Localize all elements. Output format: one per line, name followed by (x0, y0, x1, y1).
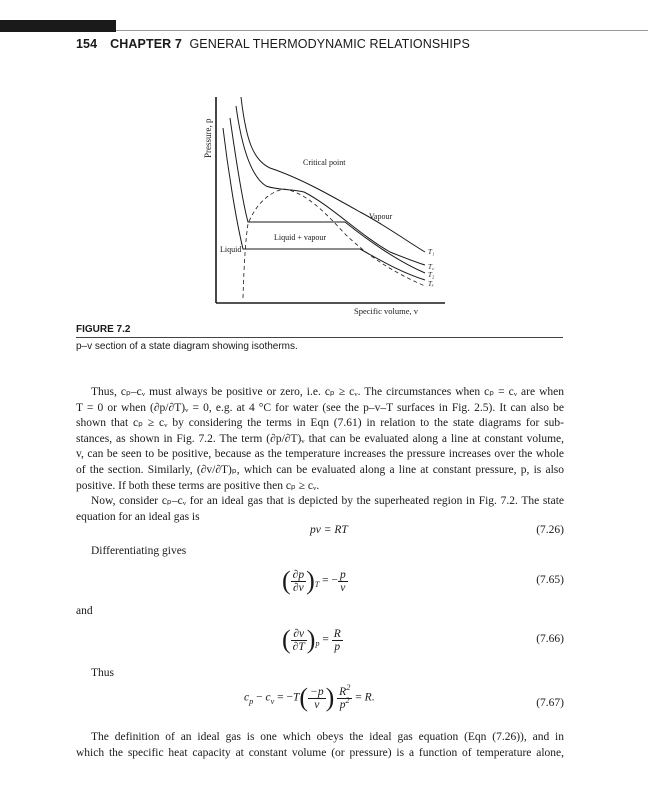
isotherm-label-t2: T₂ (428, 271, 435, 279)
figure-label: FIGURE 7.2 (76, 324, 131, 335)
equation-7-65 (76, 566, 564, 606)
isotherm-label-t1: T₁ (428, 248, 435, 256)
eq-765-body: ( $\frac{\partial p}{\partial v}$ )$_T$ = − $\frac{p}{v}$ (282, 566, 346, 595)
paragraph-2 (76, 494, 564, 525)
isotherm-label-tc: T꜀ (428, 263, 435, 271)
eq-766-body: ( $\frac{\partial v}{\partial T}$ )$_p$ = $\frac{R}{p}$ (282, 625, 341, 654)
para1-line-7: positive. If both these terms are positive then cₚ ≥ cᵥ. (76, 479, 320, 492)
liquid-label: Liquid (220, 245, 242, 254)
pv-diagram (0, 0, 648, 330)
isotherm-tc (236, 106, 425, 265)
eq-767-number: (7.67) (536, 697, 564, 709)
liquid-vapour-label: Liquid + vapour (274, 233, 327, 242)
isotherm-t2 (230, 118, 425, 273)
figure-rule (76, 337, 563, 338)
chapter-number: CHAPTER 7 (110, 37, 182, 51)
para2-line-2: equation for an ideal gas is (76, 510, 200, 523)
para1-line-6: of the section. Similarly, (∂v/∂T)ₚ, which can be evaluated along a line at constant pressure, p, is also (76, 463, 564, 476)
paragraph-3 (76, 730, 564, 761)
saturation-dome (243, 189, 425, 298)
page-number: 154 (76, 37, 98, 51)
isotherm-t1 (241, 97, 425, 252)
isotherm-label-tx: Tₓ (428, 280, 434, 288)
para3-line-1: The definition of an ideal gas is one which obeys the ideal gas equation (Eqn (7.26)), and in (91, 731, 564, 743)
para1-line-5: v, can be seen to be positive, because as the temperature increases the pressure increases over the whole (76, 448, 564, 461)
differentiating-text: Differentiating gives (91, 545, 187, 557)
and-text: and (76, 605, 93, 617)
para1-line-1: Thus, cₚ–cᵥ must always be positive or zero, i.e. cₚ ≥ cᵥ. The circumstances when cₚ = cᵥ are when (91, 386, 564, 398)
para1-line-2: T = 0 or when (∂p/∂T)ᵥ = 0, e.g. at 4 °C for water (see the p–v–T surfaces in Fig. 2.5). It can also be (76, 401, 564, 414)
eq-765-number: (7.65) (536, 574, 564, 586)
figure-caption: p–v section of a state diagram showing isotherms. (76, 341, 298, 352)
critical-point-label: Critical point (303, 158, 346, 167)
equation-7-66 (76, 625, 564, 665)
eq-767-body: $c_p - c_v = -T$( $\frac{-p}{v}$ ) $\frac{R^2}{p^2}$ = R. (244, 682, 375, 712)
para2-line-1: Now, consider cₚ–cᵥ for an ideal gas that is depicted by the superheated region in Fig. 7.2. The state (91, 495, 564, 507)
paragraph-1 (76, 385, 564, 494)
equation-7-67 (76, 683, 564, 723)
vapour-label: Vapour (369, 212, 393, 221)
eq-766-number: (7.66) (536, 633, 564, 645)
chapter-title: GENERAL THERMODYNAMIC RELATIONSHIPS (189, 37, 470, 51)
para1-line-3: shown that cₚ ≥ cᵥ by considering the terms in Eqn (7.61) in relation to the state diagrams for sub- (76, 417, 564, 430)
x-axis-label: Specific volume, v (354, 306, 418, 316)
eq-726-number: (7.26) (536, 524, 564, 536)
para1-line-4: stances, as shown in Fig. 7.2. The term (∂p/∂T)ᵥ that can be evaluated along a line at constant volume, (76, 432, 564, 445)
equation-7-26 (76, 524, 564, 540)
eq-726-body: pv = RT (310, 524, 348, 536)
y-axis-label: Pressure, p (203, 118, 213, 158)
thus-text: Thus (91, 667, 114, 679)
para3-line-2: which the specific heat capacity at constant volume (or pressure) is a function of temperature alone, (76, 746, 564, 759)
